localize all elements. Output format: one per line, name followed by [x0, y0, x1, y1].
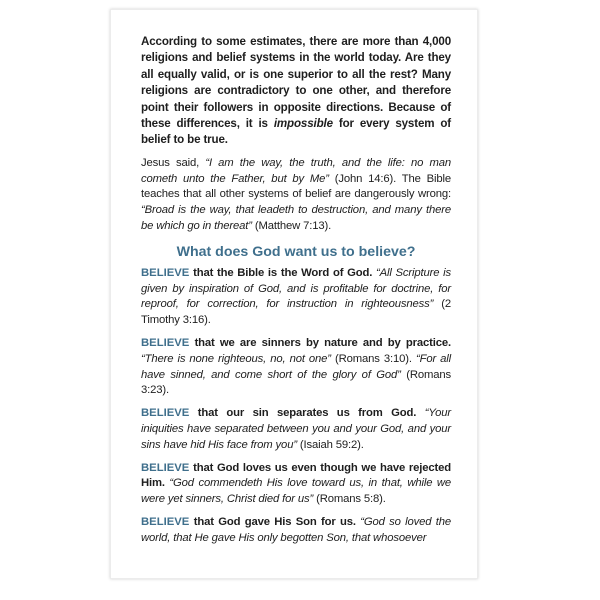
- tract-page: [110, 9, 478, 579]
- intro-text: According to some estimates, there are more than 4,000 religions and belief systems in the world today. Are they all equally valid, or is one superior to all the rest? Many religions are contradictory to one other, and therefore point their followers in opposite directions. Because of these differences, it is: [141, 35, 451, 131]
- quote-lead: Jesus said,: [141, 156, 206, 169]
- belief-reference: (Romans 5:8).: [313, 493, 386, 506]
- believe-keyword: BELIEVE: [141, 266, 190, 279]
- believe-keyword: BELIEVE: [141, 461, 190, 474]
- verse-john-14-6: “I am the way, the truth, and the life: no man cometh unto the Father, but by Me”: [141, 156, 451, 185]
- quote-ref-2: (Matthew 7:13).: [251, 220, 332, 233]
- intro-paragraph: [141, 34, 451, 149]
- belief-statement: that our sin separates us from God.: [189, 407, 425, 420]
- belief-item-bible: [141, 266, 451, 329]
- jesus-quote-paragraph: [141, 156, 451, 235]
- believe-keyword: BELIEVE: [141, 515, 190, 528]
- belief-statement: that the Bible is the Word of God.: [189, 266, 376, 279]
- verse-matthew-7-13: “Broad is the way, that leadeth to destruction, and many there be which go in thereat”: [141, 204, 451, 233]
- intro-emphasis: impossible: [273, 117, 333, 131]
- belief-verse: “Your iniquities have separated between you and your God, and your sins have hid His face from you”: [141, 407, 451, 451]
- belief-item-separation: [141, 406, 451, 453]
- belief-reference: (2 Timothy 3:16).: [141, 298, 451, 327]
- belief-item-sinners: [141, 336, 451, 399]
- quote-ref-1: (John 14:6). The Bible teaches that all other systems of belief are dangerously wrong:: [141, 172, 451, 201]
- belief-verse: “There is none righteous, no, not one”: [141, 352, 331, 365]
- belief-reference: (Romans 3:10).: [330, 352, 416, 365]
- believe-keyword: BELIEVE: [141, 337, 190, 350]
- belief-verse: “God commendeth His love toward us, in that, while we were yet sinners, Christ died for us”: [141, 477, 451, 506]
- belief-verse-second: “For all have sinned, and come short of the glory of God”: [141, 352, 451, 381]
- tract-content: [141, 34, 451, 554]
- belief-verse: “God so loved the world, that He gave His only begotten Son, that whosoever: [141, 515, 451, 544]
- belief-statement: that we are sinners by nature and by practice.: [189, 337, 451, 350]
- belief-item-love: [141, 461, 451, 508]
- intro-text-end: for every system of belief to be true.: [141, 117, 451, 147]
- belief-statement: that God gave His Son for us.: [189, 515, 361, 528]
- section-heading: What does God want us to believe?: [176, 243, 416, 260]
- belief-verse: “All Scripture is given by inspiration of God, and is profitable for doctrine, for reproof, for correction, for instruction in righteousness”: [141, 266, 451, 311]
- belief-statement: that God loves us even though we have rejected Him.: [141, 461, 451, 490]
- believe-keyword: BELIEVE: [141, 407, 190, 420]
- belief-item-son: [141, 515, 451, 547]
- belief-reference: (Isaiah 59:2).: [296, 438, 364, 451]
- belief-reference-second: (Romans 3:23).: [141, 368, 451, 397]
